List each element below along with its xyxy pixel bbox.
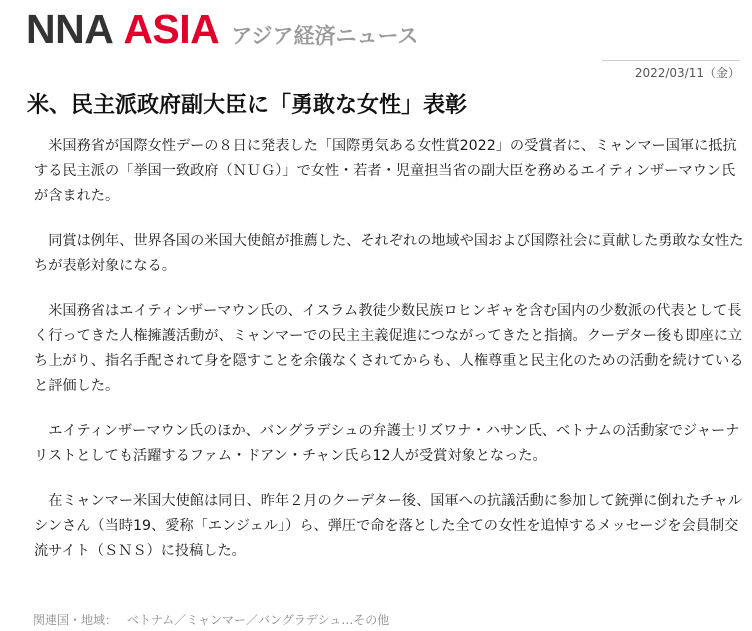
article-paragraph: 在ミャンマー米国大使館は同日、昨年２月のクーデター後、国軍への抗議活動に参加して銃弾に倒れたチャルシンさん（当時19、愛称「エンジェル」）ら、弾圧で命を落とした全ての女性を追悼するメッセージを会員制交流サイト（ＳＮＳ）に投稿した。 [34,493,742,559]
article-paragraph: 米国務省が国際女性デーの８日に発表した「国際勇気ある女性賞2022」の受賞者に、ミャンマー国軍に抵抗する民主派の「挙国一致政府（ＮＵＧ）」で女性・若者・児童担当省の副大臣を務めるエイティンザーマウン氏が含まれた。 [34,138,737,204]
logo-nna[interactable]: NNA [26,6,114,52]
logo-asia[interactable]: ASIA [123,6,220,52]
article-body [34,134,746,584]
article-paragraph: 米国務省はエイティンザーマウン氏の、イスラム教徒少数民族ロヒンギャを含む国内の少数派の代表として長く行ってきた人権擁護活動が、ミャンマーでの民主主義促進につながってきたと指摘。クーデター後も即座に立ち上がり、指名手配されて身を隠すことを余儀なくされてからも、人権尊重と民主化のための活動を続けていると評価した。 [34,303,744,394]
site-tagline: アジア経済ニュース [231,24,419,48]
article-title: 米、民主派政府副大臣に「勇敢な女性」表彰 [27,93,468,118]
article-paragraph: 同賞は例年、世界各国の米国大使館が推薦した、それぞれの地域や国および国際社会に貢献した勇敢な女性たちが表彰対象になる。 [34,233,744,274]
related-regions-label: 関連国・地域： [33,613,118,627]
date-divider [602,60,740,61]
related-regions [33,611,389,628]
article-date: 2022/03/11（金） [634,66,740,80]
related-regions-links[interactable]: ベトナム／ミャンマー／バングラデシュ…その他 [126,613,390,627]
site-header [26,6,418,52]
article-paragraph: エイティンザーマウン氏のほか、バングラデシュの弁護士リズワナ・ハサン氏、ベトナムの活動家でジャーナリストとしても活躍するファム・ドアン・チャン氏ら12人が受賞対象となった。 [34,423,740,464]
